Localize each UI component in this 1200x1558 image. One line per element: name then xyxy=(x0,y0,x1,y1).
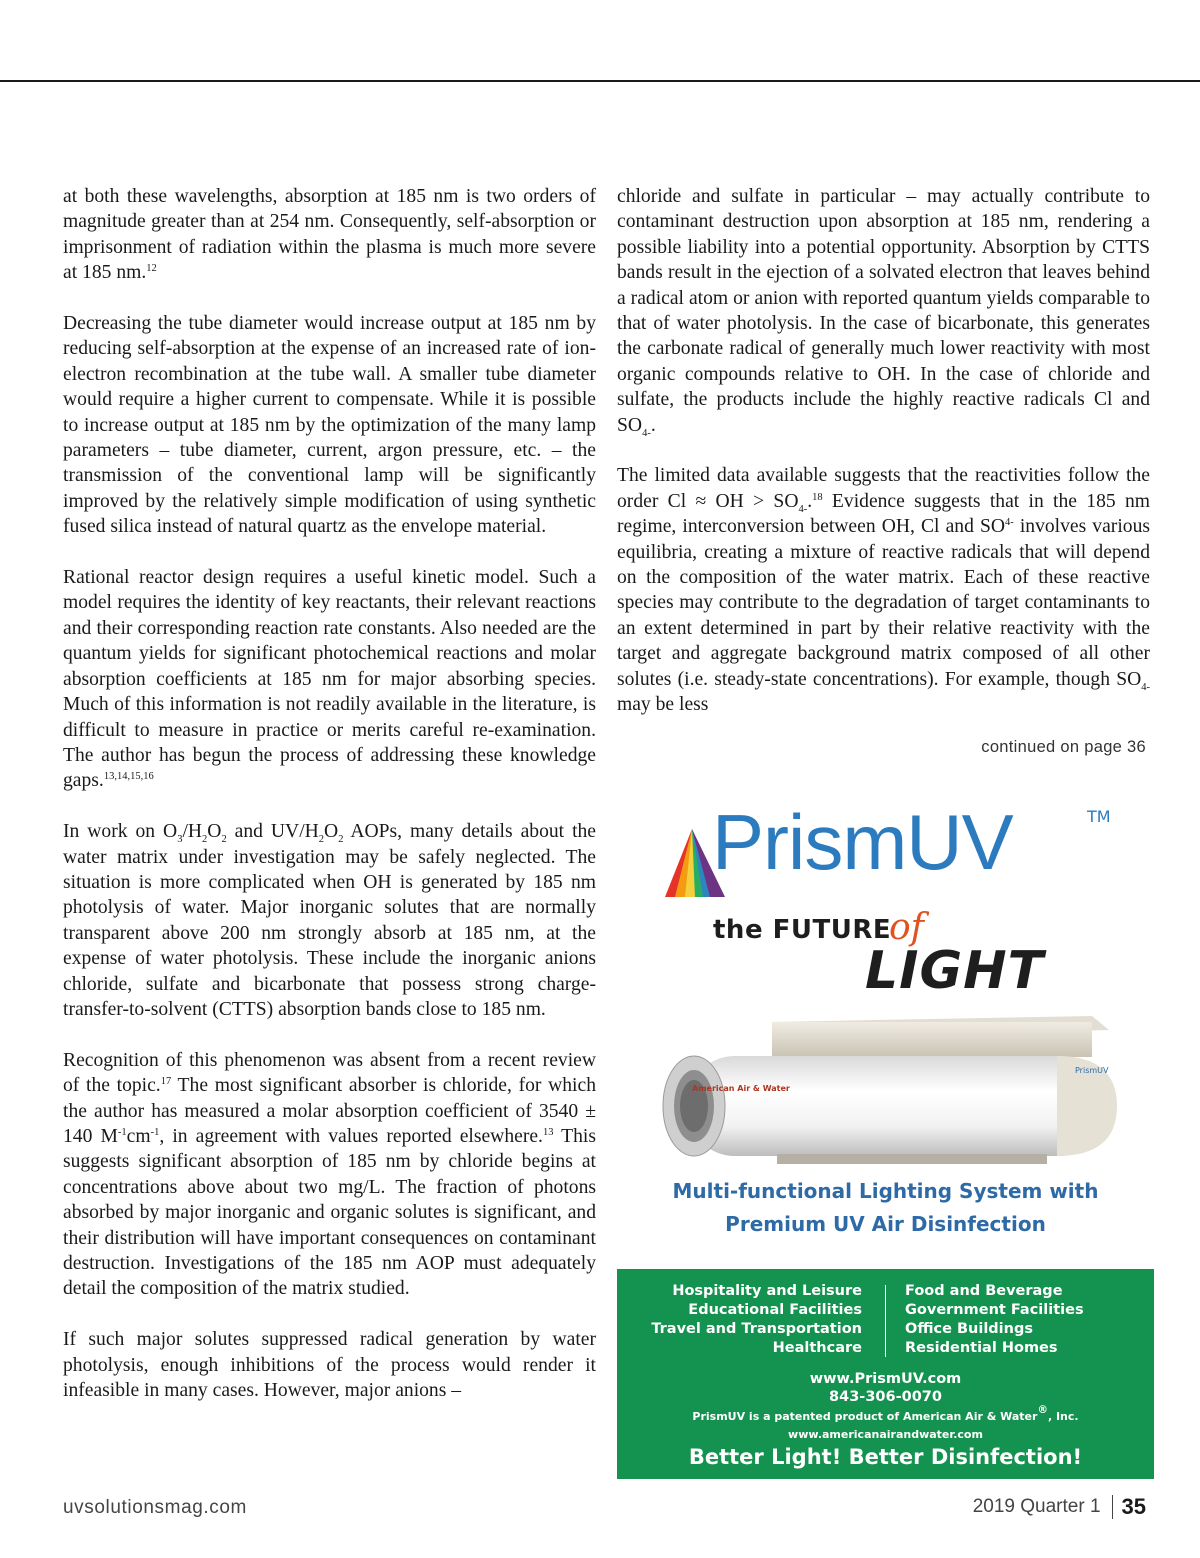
header-rule xyxy=(0,80,1200,82)
ad-headline-light: LIGHT xyxy=(865,941,1045,1001)
list-item: Residential Homes xyxy=(905,1340,1058,1356)
ad-patent-note: PrismUV is a patented product of American Air & Water®, Inc. xyxy=(692,1404,1079,1423)
paragraph: The limited data available suggests that the reactivities follow the order Cl ≈ OH > $SO_{4-}.^{18}$ Evidence suggests that in the 185 nm regime, interconversion between OH, Cl and $SO^{4-}$ involves various equilibria, creating a mixture of reactive radicals that will depend on the composition of the water matrix. Each of these reactive species may contribute to the degradation of target contaminants to an extent determined in part by their relative reactivity with the target and aggregate background matrix composed of all other solutes (i.e. steady-state concentrations). For example, though $SO_{4-}$ may be less xyxy=(617,465,1150,716)
market-list-left xyxy=(651,1282,862,1358)
list-item: Government Facilities xyxy=(905,1302,1084,1318)
continued-note[interactable]: continued on page 36 xyxy=(981,738,1146,756)
ad-phone: 843-306-0070 xyxy=(829,1389,942,1405)
ad-website-link[interactable]: www.PrismUV.com xyxy=(809,1371,962,1387)
divider xyxy=(1112,1495,1113,1519)
lamp-brand-label: PrismUV xyxy=(1075,1066,1109,1075)
page-number: 35 xyxy=(1121,1494,1146,1519)
list-item: Healthcare xyxy=(772,1340,862,1356)
footer-site-link[interactable]: uvsolutionsmag.com xyxy=(63,1497,247,1518)
ad-tagline: Multi-functional Lighting System with Premium UV Air Disinfection xyxy=(672,1179,1099,1236)
paragraph: Rational reactor design requires a useful kinetic model. Such a model requires the identity of key reactants, their relevant reactions and their corresponding reaction rate constants. Also needed are the quantum yields for significant photochemical reactions and molar absorption coefficients at 185 nm for major absorbing species. Much of this information is not readily available in the literature, is difficult to measure in practice or merits careful re-examination. The author has begun the process of addressing these knowledge gaps.$^{13,14,15,16}$ xyxy=(63,567,596,792)
issue-label: 2019 Quarter 1 xyxy=(972,1496,1101,1517)
market-list-right xyxy=(905,1282,1084,1358)
article-column-left xyxy=(63,184,596,1403)
ad-headline-of: of xyxy=(889,907,924,948)
paragraph: Decreasing the tube diameter would increase output at 185 nm by reducing self-absorption at the expense of an increased rate of ion-electron recombination at the tube wall. A smaller tube diameter would require a higher current to compensate. While it is possible to increase output at 185 nm by the optimization of the many lamp parameters – tube diameter, current, argon pressure, etc. – the transmission of the conventional lamp will be significantly improved by the relatively simple modification of using synthetic fused silica instead of natural quartz as the envelope material. xyxy=(63,313,596,538)
lamp-maker-label: American Air & Water xyxy=(692,1084,790,1093)
footer-issue xyxy=(973,1494,1146,1520)
list-item: Hospitality and Leisure xyxy=(672,1283,862,1299)
list-item: Food and Beverage xyxy=(905,1283,1063,1299)
ad-green-band xyxy=(617,1269,1154,1479)
paragraph: chloride and sulfate in particular – may actually contribute to contaminant destruction upon absorption at 185 nm, rendering a possible liability into a potential opportunity. Absorption by CTTS bands result in the ejection of a solvated electron that leaves behind a radical atom or anion with reported quantum yields comparable to that of water photolysis. In the case of bicarbonate, this generates the carbonate radical of generally much lower reactivity with most organic compounds relative to OH. In the case of chloride and sulfate, the products include the highly reactive radicals Cl and $SO_{4-}$. xyxy=(617,186,1150,439)
list-item: Office Buildings xyxy=(905,1321,1033,1337)
list-item: Educational Facilities xyxy=(688,1302,862,1318)
paragraph: at both these wavelengths, absorption at 185 nm is two orders of magnitude greater than at 254 nm. Consequently, self-absorption or imprisonment of radiation within the plasma is much more severe at 185 nm.$^{12}$ xyxy=(63,186,596,284)
trademark-mark: TM xyxy=(1087,807,1111,826)
article-column-right xyxy=(617,184,1150,718)
ad-brand-name: PrismUV xyxy=(712,798,1013,886)
paragraph: If such major solutes suppressed radical generation by water photolysis, enough inhibitions of the process would render it infeasible in many cases. However, major anions – xyxy=(63,1329,596,1402)
list-item: Travel and Transportation xyxy=(651,1321,862,1337)
paragraph: Recognition of this phenomenon was absent from a recent review of the topic.$^{17}$ The most significant absorber is chloride, for which the author has measured a molar absorption coefficient of 3540 ± 140 $M^{-1}cm^{-1}$, in agreement with values reported elsewhere.$^{13}$ This suggests significant absorption of 185 nm by chloride begins at concentrations above about two mg/L. The fraction of photons absorbed by major inorganic and organic solutes is significant, and their distribution will have important consequences on contaminant destruction. Investigations of the 185 nm AOP must adequately detail the composition of the matrix studied. xyxy=(63,1049,596,1300)
ad-company-link[interactable]: www.americanairandwater.com xyxy=(788,1428,983,1441)
advertisement[interactable] xyxy=(617,779,1154,1479)
ad-slogan: Better Light! Better Disinfection! xyxy=(688,1445,1083,1469)
paragraph: In work on $O_3/H_2O_2$ and $UV/H_2O_2$ AOPs, many details about the water matrix under investigation may be safely neglected. The situation is more complicated when OH is generated by 185 nm photolysis of water. Major inorganic solutes that are normally transparent above 200 nm strongly absorb at 185 nm, at the expense of water photolysis. These include the inorganic anions chloride, sulfate and bicarbonate that possess strong charge-transfer-to-solvent (CTTS) absorption bands close to 185 nm. xyxy=(63,821,597,1020)
ad-headline-future: the FUTURE xyxy=(713,915,892,945)
divider xyxy=(885,1285,886,1357)
